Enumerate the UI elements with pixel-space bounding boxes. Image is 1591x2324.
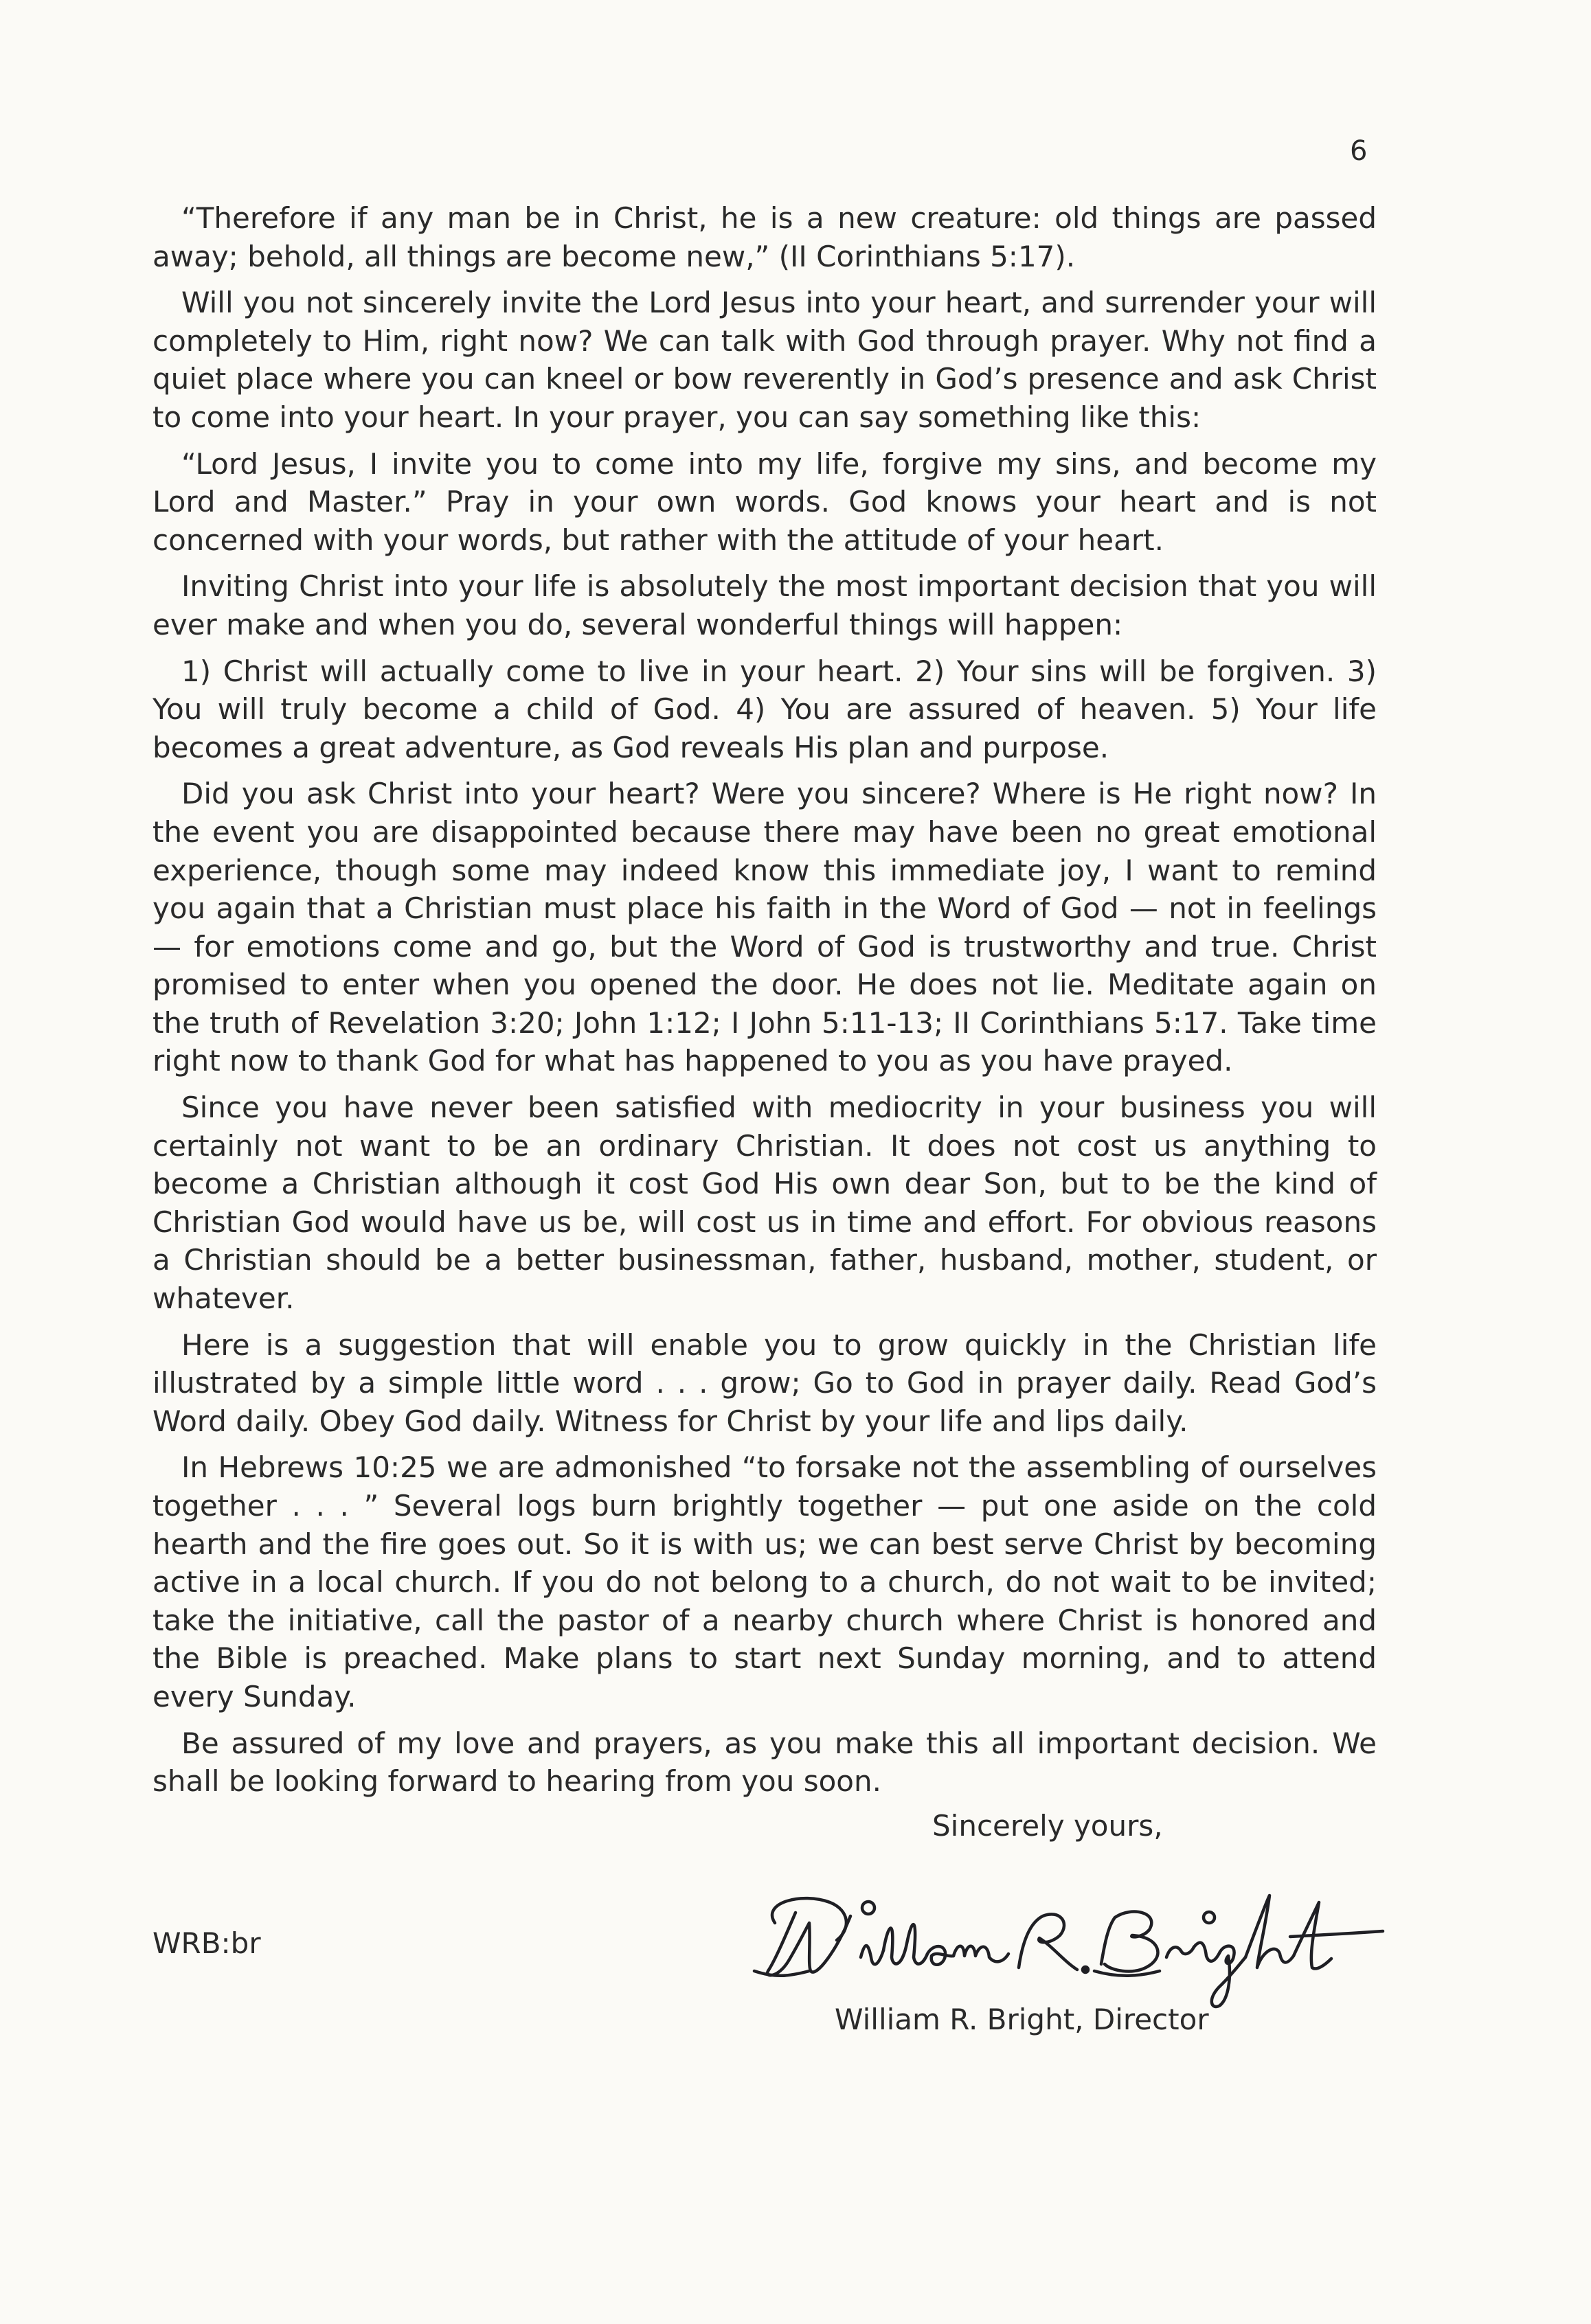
paragraph-grow: Here is a suggestion that will enable you to grow quickly in the Christian life illustrated by a simple little word . . . grow; Go to God in prayer daily. Read God’s Word daily. Obey God daily. Witness for Christ by your life and lips daily. (153, 1328, 1377, 1438)
paragraph-assurance: Did you ask Christ into your heart? Were you sincere? Where is He right now? In the event you are disappointed because there may have been no great emotional experience, though some may indeed know this immediate joy, I want to remind you again that a Christian must place his faith in the Word of God — not in feelings — for emotions come and go, but the Word of God is trustworthy and true. Christ promised to enter when you opened the door. He does not lie. Meditate again on the truth of Revelation 3:20; John 1:12; I John 5:11-13; II Corinthians 5:17. Take time right now to thank God for what has happened to you as you have prayed. (153, 777, 1377, 1078)
paragraph-church: In Hebrews 10:25 we are admonished “to forsake not the assembling of ourselves together . . . ” Several logs burn brightly together — put one aside on the cold hearth and the fire goes out. So it is with us; we can best serve Christ by becoming active in a local church. If you do not belong to a church, do not wait to be invited; take the initiative, call the pastor of a nearby church where Christ is honored and the Bible is preached. Make plans to start next Sunday morning, and to attend every Sunday. (153, 1450, 1377, 1713)
paragraph-mediocrity: Since you have never been satisfied with mediocrity in your business you will certainly not want to be an ordinary Christian. It does not cost us anything to become a Christian although it cost God His own dear Son, but to be the kind of Christian God would have us be, will cost us in time and effort. For obvious reasons a Christian should be a better businessman, father, husband, mother, student, or whatever. (153, 1091, 1377, 1316)
paragraph-farewell: Be assured of my love and prayers, as you make this all important decision. We shall be looking forward to hearing from you soon. (153, 1726, 1377, 1799)
signature-image (747, 1875, 1393, 2012)
typist-initials: WRB:br (153, 1926, 261, 1960)
paragraph-decision: Inviting Christ into your life is absolutely the most important decision that you will ever make and when you do, several wonderful things will happen: (153, 569, 1377, 641)
closing-salutation: Sincerely yours, (932, 1809, 1163, 1843)
page-number: 6 (1350, 135, 1368, 167)
paragraph-scripture: “Therefore if any man be in Christ, he is a new creature: old things are passed away; behold, all things are become new,” (II Corinthians 5:17). (153, 201, 1377, 273)
paragraph-invitation: Will you not sincerely invite the Lord Jesus into your heart, and surrender your will completely to Him, right now? We can talk with God through prayer. Why not find a quiet place where you can kneel or bow reverently in God’s presence and ask Christ to come into your heart. In your prayer, you can say something like this: (153, 286, 1377, 434)
paragraph-prayer: “Lord Jesus, I invite you to come into my life, forgive my sins, and become my Lord and Master.” Pray in your own words. God knows your heart and is not concerned with your words, but rather with the attitude of your heart. (153, 446, 1377, 557)
letter-body (153, 199, 1377, 1809)
signer-name-title: William R. Bright, Director (835, 2003, 1209, 2036)
paragraph-results: 1) Christ will actually come to live in your heart. 2) Your sins will be forgiven. 3) You will truly become a child of God. 4) You are assured of heaven. 5) Your life becomes a great adventure, as God reveals His plan and purpose. (153, 654, 1377, 764)
